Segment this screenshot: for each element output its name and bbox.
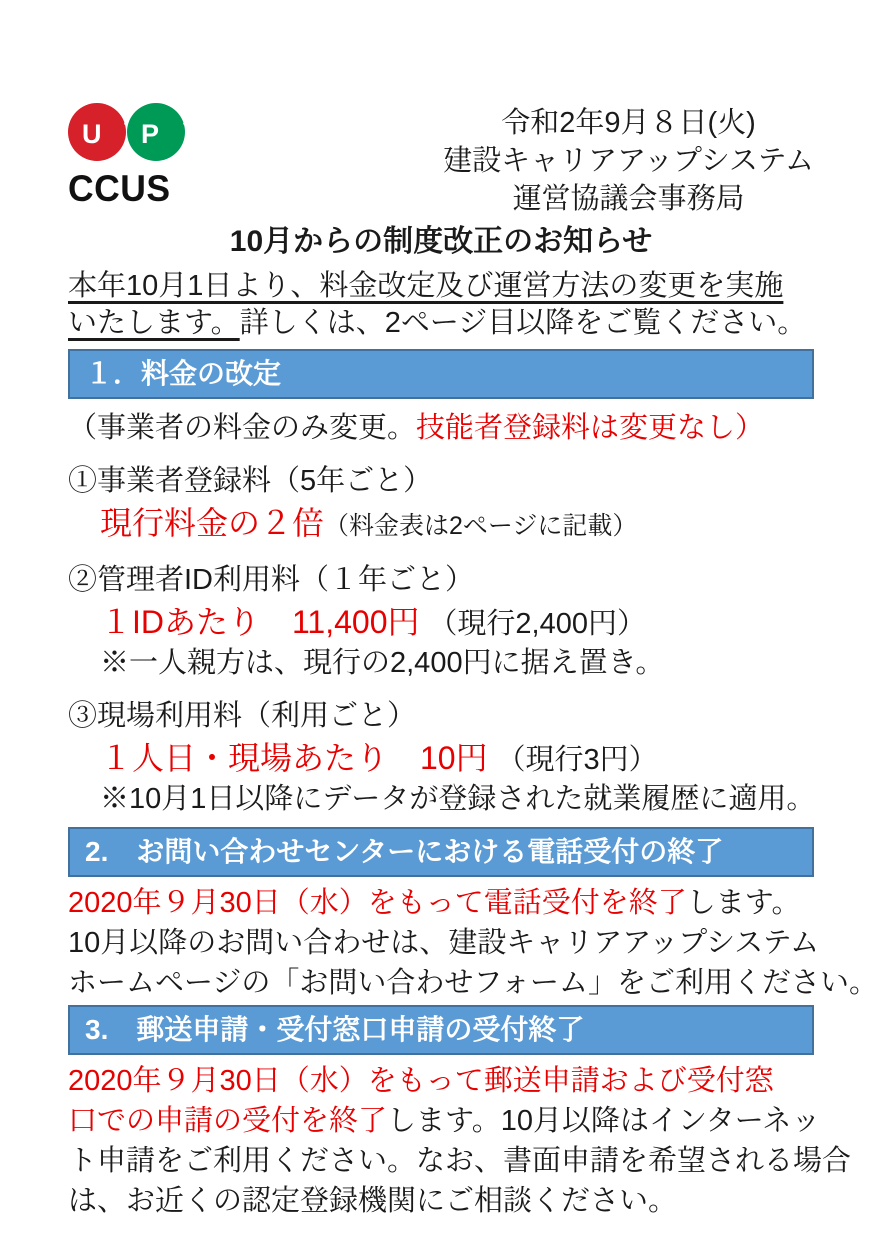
fee-item2-value-red: １IDあたり 11,400円 (100, 604, 420, 640)
fee-item2-title: ②管理者ID利用料（１年ごと） (68, 564, 475, 596)
section1-note-red: 技能者登録料は変更なし） (416, 412, 765, 444)
section1-note (68, 409, 814, 447)
issuer-org-line1: 建設キャリアアップシステム (443, 145, 814, 177)
section3-line-2 (68, 1101, 821, 1141)
section2-line1-red: 2020年９月30日（水）をもって電話受付を終了 (68, 887, 687, 919)
section3-line2-red: 口での申請の受付を終了 (68, 1105, 388, 1137)
section1-heading: １．料金の改定 (85, 358, 282, 389)
section3-body (68, 1061, 852, 1221)
section2-heading: 2. お問い合わせセンターにおける電話受付の終了 (85, 836, 724, 867)
fee-item3-remark: ※10月1日以降にデータが登録された就業履歴に適用。 (100, 783, 816, 815)
fee-item1-title: ①事業者登録料（5年ごと） (68, 465, 433, 497)
fee-item3-value-note: （現行3円） (496, 744, 658, 776)
fee-item1-value-red: 現行料金の２倍 (100, 505, 325, 541)
intro-line-2 (68, 305, 814, 342)
section3-line2-black: します。10月以降はインターネッ (387, 1105, 821, 1137)
section3-line-3: ト申請をご利用ください。なお、書面申請を希望される場合 (68, 1145, 852, 1177)
fee-item1-value-note: （料金表は2ページに記載） (324, 512, 638, 540)
fee-item3-title: ③現場利用料（利用ごと） (68, 700, 417, 732)
intro-rest: 詳しくは、2ページ目以降をご覧ください。 (239, 307, 807, 339)
section3-line-4: は、お近くの認定登録機関にご相談ください。 (68, 1185, 678, 1217)
section1-heading-bar (68, 349, 814, 399)
section2-line1-black: します。 (686, 887, 801, 919)
logo-letter-p: P (141, 119, 160, 149)
section3-heading: 3. 郵送申請・受付窓口申請の受付終了 (85, 1014, 585, 1045)
ccus-logo-caption: CCUS (68, 168, 171, 209)
fee-item1-value (100, 503, 814, 546)
section2-line-1 (68, 883, 814, 923)
section3-heading-bar (68, 1005, 814, 1055)
section2-body (68, 883, 878, 1003)
section2-line-3: ホームページの「お問い合わせフォーム」をご利用ください。 (68, 967, 878, 999)
ccus-logo-mark (68, 102, 190, 164)
section3-line-1: 2020年９月30日（水）をもって郵送申請および受付窓 (68, 1065, 774, 1097)
fee-item2-value-note: （現行2,400円） (428, 608, 646, 640)
fee-item2-remark: ※一人親方は、現行の2,400円に据え置き。 (100, 647, 665, 679)
page-title: 10月からの制度改正のお知らせ (229, 225, 653, 258)
issuer-org-line2: 運営協議会事務局 (512, 183, 745, 215)
fee-item3-value-red: １人日・現場あたり 10円 (100, 740, 488, 776)
intro-underlined-1: 本年10月1日より、料金改定及び運営方法の変更を実施 (68, 270, 784, 302)
section1-note-black: （事業者の料金のみ変更。 (68, 412, 417, 444)
section2-line-2: 10月以降のお問い合わせは、建設キャリアアップシステム (68, 927, 820, 959)
intro-line-1 (68, 268, 814, 305)
document-header (68, 102, 814, 218)
fee-item2-value (100, 602, 814, 644)
intro-underlined-2: いたします。 (68, 307, 240, 339)
issuer-block (443, 104, 814, 218)
intro-paragraph (68, 268, 814, 342)
logo-letter-u: U (82, 119, 102, 149)
ccus-logo (68, 102, 198, 207)
section2-heading-bar (68, 827, 814, 877)
fee-item3-value (100, 738, 814, 780)
issue-date: 令和2年9月８日(火) (501, 107, 756, 139)
